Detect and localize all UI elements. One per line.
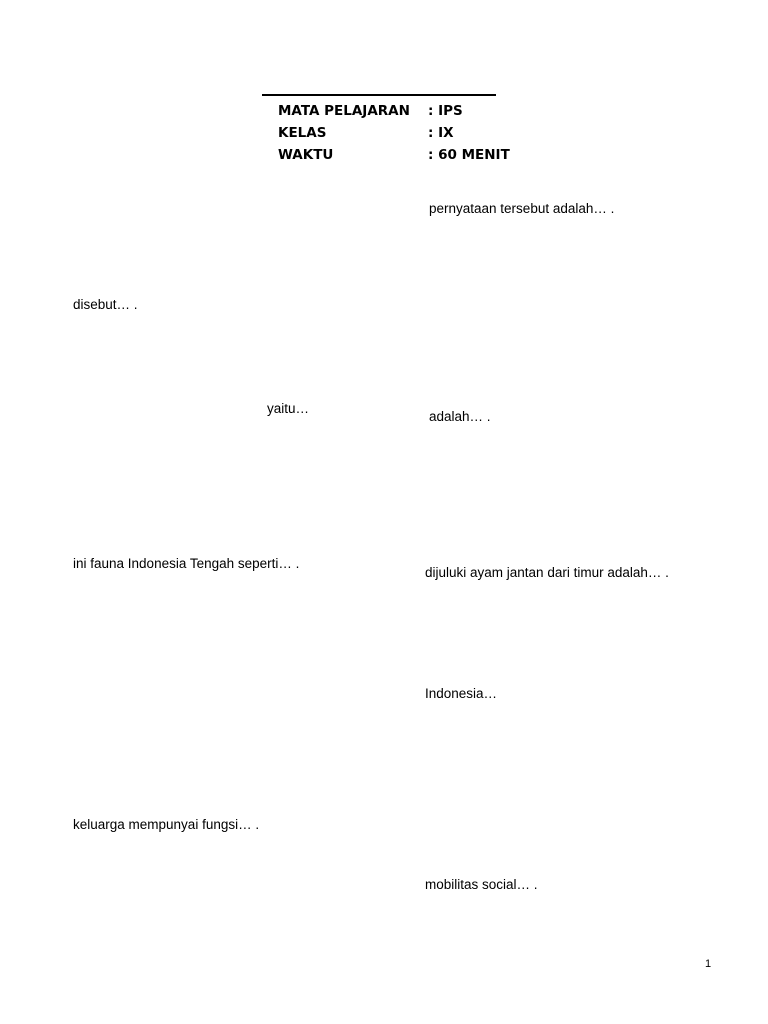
- header-row-class: [278, 122, 510, 144]
- header-row-subject: [278, 100, 510, 122]
- header-rule: [262, 94, 496, 96]
- page-number: 1: [705, 958, 712, 970]
- subject-value: : IPS: [428, 103, 463, 119]
- class-label: KELAS: [278, 125, 327, 141]
- question-fragment: disebut… .: [73, 297, 138, 312]
- question-fragment: yaitu…: [267, 401, 310, 416]
- time-label: WAKTU: [278, 147, 334, 163]
- question-fragment: dijuluki ayam jantan dari timur adalah… .: [425, 565, 669, 580]
- time-value: : 60 MENIT: [428, 147, 510, 163]
- question-fragment: mobilitas social… .: [425, 877, 538, 892]
- header-row-time: [278, 144, 510, 166]
- question-fragment: ini fauna Indonesia Tengah seperti… .: [73, 556, 300, 571]
- exam-header: [278, 100, 510, 166]
- question-fragment: Indonesia…: [425, 686, 498, 701]
- question-fragment: adalah… .: [429, 409, 491, 424]
- class-value: : IX: [428, 125, 454, 141]
- question-fragment: pernyataan tersebut adalah… .: [429, 201, 615, 216]
- subject-label: MATA PELAJARAN: [278, 103, 410, 119]
- question-fragment: keluarga mempunyai fungsi… .: [73, 817, 260, 832]
